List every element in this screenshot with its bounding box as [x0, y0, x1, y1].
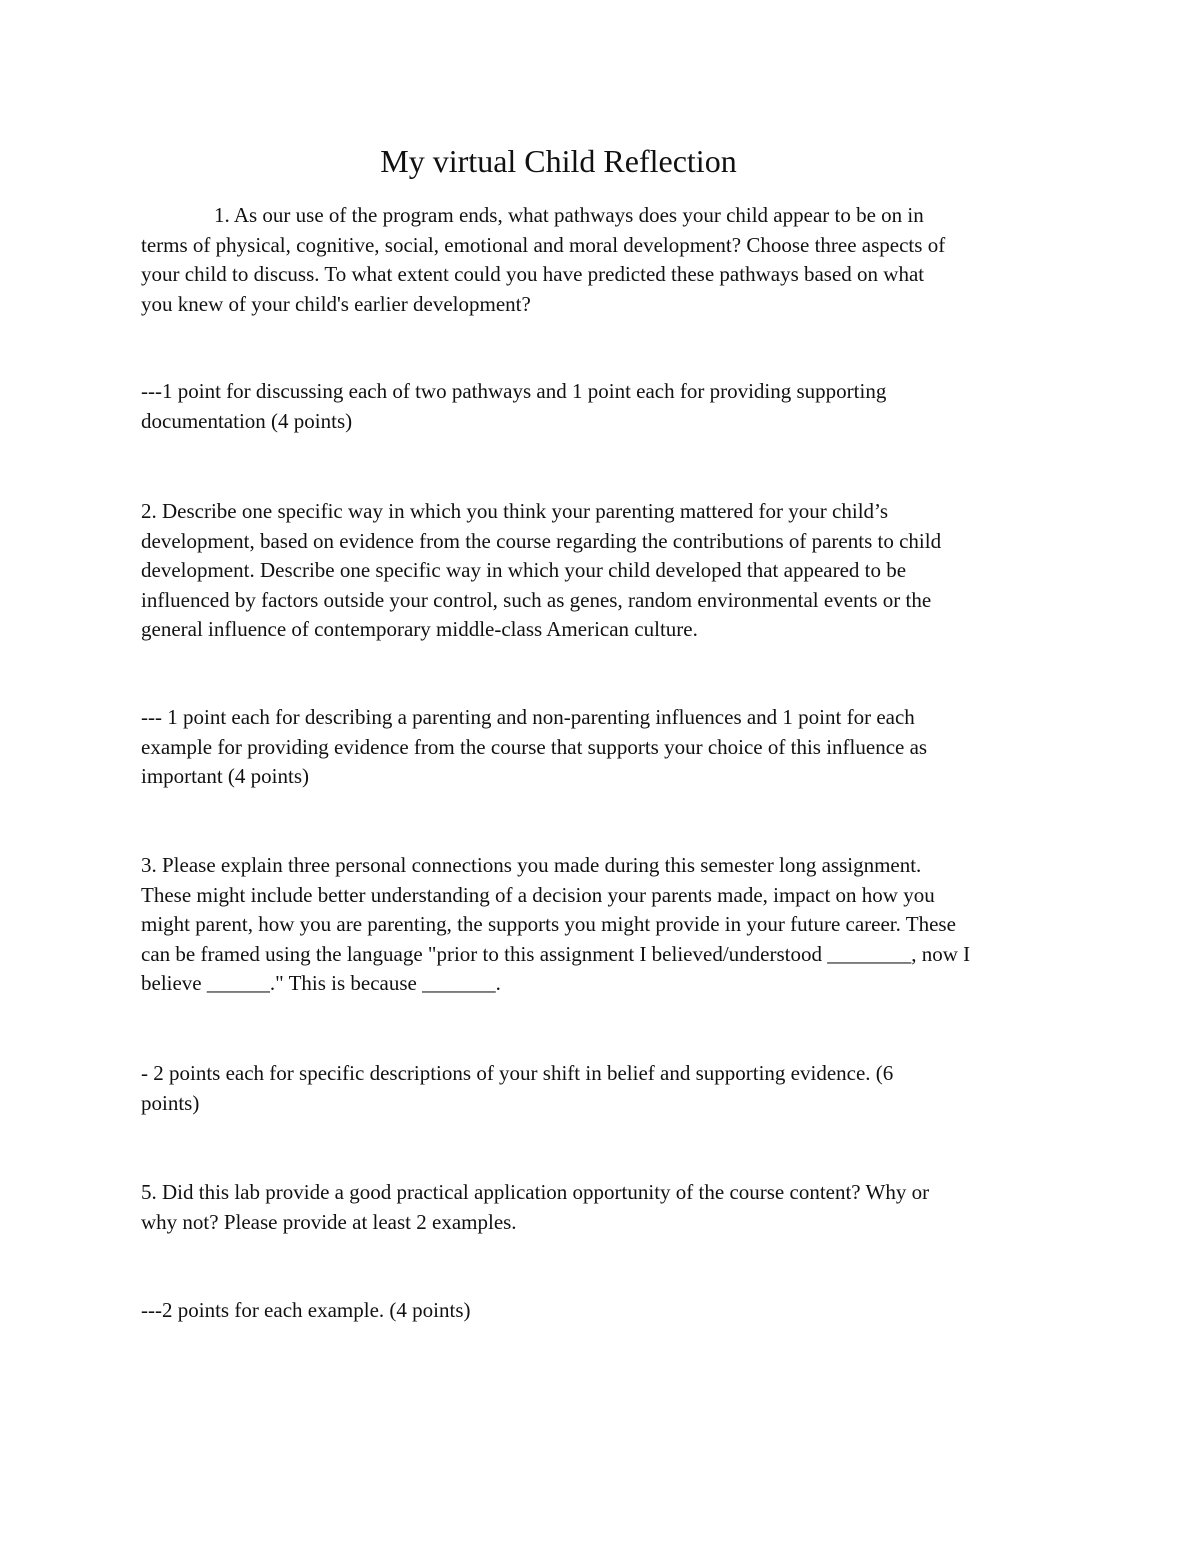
- question-5-points: [141, 1296, 1071, 1326]
- text-line: development, based on evidence from the course regarding the contributions of parents to child: [141, 528, 942, 553]
- text-line: points): [141, 1090, 200, 1115]
- text-line: believe ______." This is because _______.: [141, 971, 501, 996]
- text-line: can be framed using the language "prior to this assignment I believed/understood ________, now I: [141, 941, 971, 966]
- text-line: --- 1 point each for describing a parenting and non-parenting influences and 1 point for each: [141, 705, 915, 729]
- question-1: [141, 201, 1071, 319]
- text-line: ---2 points for each example. (4 points): [141, 1298, 471, 1322]
- question-3-points: [141, 1059, 1071, 1118]
- text-line: why not? Please provide at least 2 examples.: [141, 1209, 517, 1234]
- document-title: My virtual Child Reflection: [380, 143, 737, 179]
- text-line: 1. As our use of the program ends, what pathways does your child appear to be on in: [214, 203, 924, 227]
- text-line: influenced by factors outside your control, such as genes, random environmental events or the: [141, 587, 932, 612]
- text-line: terms of physical, cognitive, social, emotional and moral development? Choose three aspects of: [141, 232, 946, 257]
- text-line: 5. Did this lab provide a good practical application opportunity of the course content? Why or: [141, 1180, 930, 1204]
- question-3: [141, 851, 1071, 999]
- text-line: 2. Describe one specific way in which you think your parenting mattered for your child’s: [141, 499, 889, 523]
- text-line: your child to discuss. To what extent could you have predicted these pathways based on what: [141, 262, 925, 287]
- text-line: documentation (4 points): [141, 408, 353, 433]
- text-line: might parent, how you are parenting, the supports you might provide in your future career. These: [141, 912, 956, 937]
- question-2: [141, 497, 1071, 645]
- text-line: development. Describe one specific way in which your child developed that appeared to be: [141, 558, 907, 583]
- text-line: general influence of contemporary middle-class American culture.: [141, 617, 698, 642]
- text-line: you knew of your child's earlier development?: [141, 291, 531, 316]
- text-line: - 2 points each for specific descriptions of your shift in belief and supporting evidence. (6: [141, 1061, 894, 1085]
- text-line: These might include better understanding of a decision your parents made, impact on how you: [141, 882, 935, 907]
- text-line: example for providing evidence from the course that supports your choice of this influence as: [141, 734, 928, 759]
- text-line: important (4 points): [141, 764, 309, 789]
- text-line: 3. Please explain three personal connections you made during this semester long assignment.: [141, 853, 922, 877]
- question-2-points: [141, 703, 1071, 792]
- text-line: ---1 point for discussing each of two pathways and 1 point each for providing supporting: [141, 379, 887, 403]
- question-5: [141, 1178, 1071, 1237]
- question-1-points: [141, 377, 1071, 436]
